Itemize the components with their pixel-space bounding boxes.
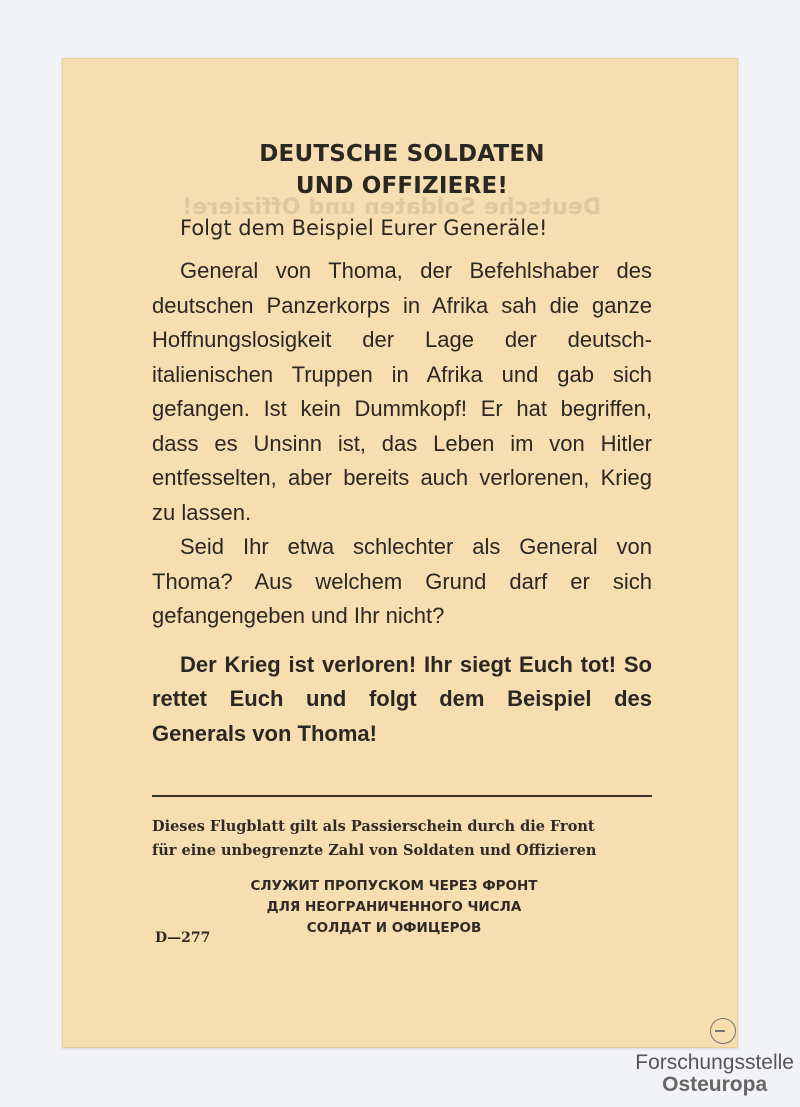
pass-note-russian	[204, 876, 584, 939]
pass-note-line-2: für eine unbegrenzte Zahl von Soldaten und Offizieren	[152, 842, 597, 859]
archive-credit	[635, 1052, 794, 1096]
russian-line-3: СОЛДАТ И ОФИЦЕРОВ	[306, 920, 482, 936]
archive-stamp-icon	[710, 1018, 736, 1044]
leaflet-subtitle: Folgt dem Beispiel Eurer Generäle!	[180, 216, 548, 240]
pass-note-german	[152, 815, 652, 863]
leaflet-title	[152, 138, 652, 202]
paragraph-question: Seid Ihr etwa schlechter als General von Thoma? Aus welchem Grund darf er sich gefangengeben und Ihr nicht?	[152, 534, 652, 628]
title-line-2: UND OFFIZIERE!	[295, 173, 509, 199]
credit-line-1: Forschungsstelle	[635, 1051, 794, 1074]
paragraph-thoma: General von Thoma, der Befehlshaber des deutschen Panzerkorps in Afrika sah die ganze Hoffnungslosigkeit der Lage der deutsch-italienischen Truppen in Afrika und gab sich gefangen. Ist kein Dummkopf! Er hat begriffen, dass es Unsinn ist, das Leben im von Hitler entfesselten, aber bereits auch verlorenen, Krieg zu lassen.	[152, 258, 652, 525]
russian-line-1: СЛУЖИТ ПРОПУСКОМ ЧЕРЕЗ ФРОНТ	[250, 878, 538, 894]
credit-line-2: Osteuropa	[662, 1073, 768, 1096]
paragraph-appeal: Der Krieg ist verloren! Ihr siegt Euch tot! So rettet Euch und folgt dem Beispiel des Generals von Thoma!	[152, 651, 652, 746]
title-line-1: DEUTSCHE SOLDATEN	[259, 141, 545, 167]
leaflet-code: D—277	[155, 930, 211, 946]
leaflet-body	[152, 138, 652, 751]
divider-line	[152, 795, 652, 797]
russian-line-2: ДЛЯ НЕОГРАНИЧЕННОГО ЧИСЛА	[266, 899, 522, 915]
pass-note-line-1: Dieses Flugblatt gilt als Passierschein durch die Front	[152, 818, 595, 835]
